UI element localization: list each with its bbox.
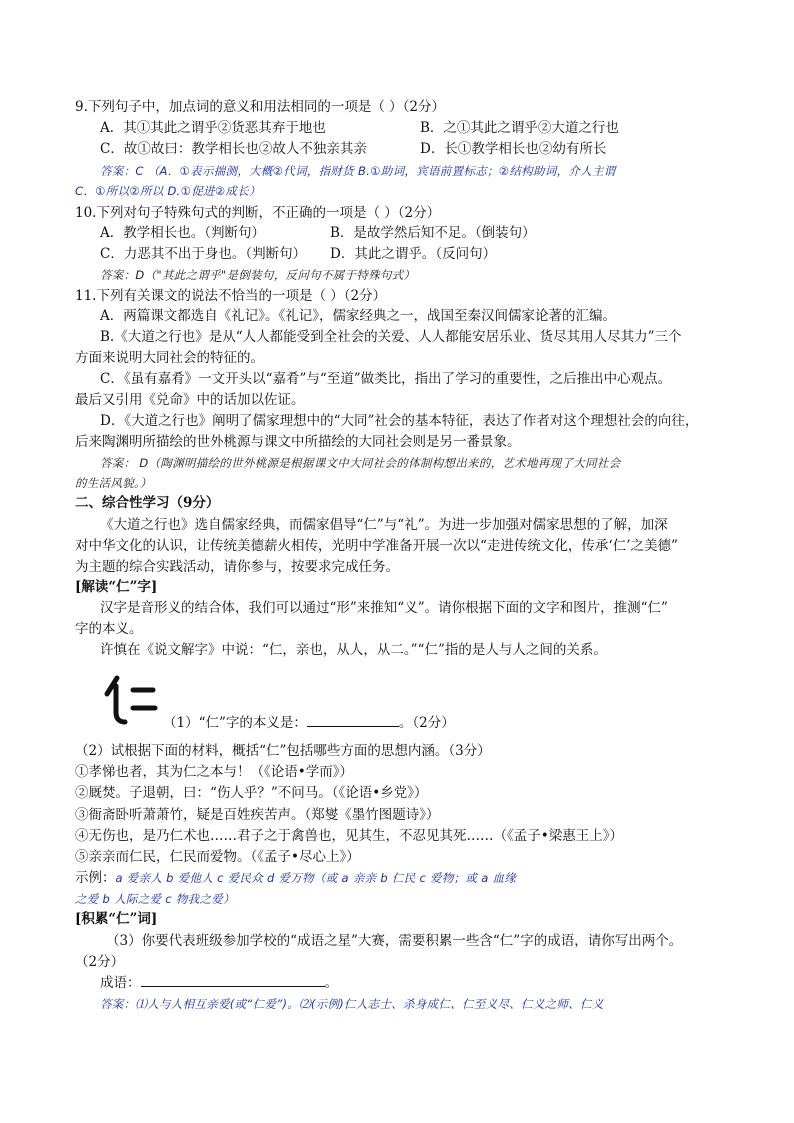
material-1: ①孝悌也者，其为仁之本与！（《论语•学而》） [75, 764, 353, 780]
q9-option-b: B．之①其此之谓乎②大道之行也 [420, 120, 619, 136]
q3-line1: （3）你要代表班级参加学校的“成语之星”大赛，需要积累一些含“仁”字的成语，请你写出两个。 [106, 933, 683, 949]
example-answer-line2: 之爱 b 人际之爱 c 物我之爱） [75, 892, 235, 906]
material-4: ④无伤也，是乃仁术也……君子之于禽兽也，见其生，不忍见其死……（《孟子•梁惠王上》） [75, 828, 623, 844]
q11-stem: 11.下列有关课文的说法不恰当的一项是（ ）（2分） [75, 288, 387, 304]
section-intro-line2: 对中华文化的认识，让传统美德薪火相传，光明中学准备开展一次以“走进传统文化，传承‘仁’之美德” [75, 538, 678, 554]
section-heading: 二、综合性学习（9分） [75, 495, 220, 511]
material-5: ⑤亲亲而仁民，仁民而爱物。（《孟子•尽心上》） [75, 849, 360, 865]
subheading-accumulate: [积累“仁”词] [75, 911, 158, 927]
q11-option-b-line2: 方面来说明大同社会的特征的。 [75, 350, 264, 366]
q11-option-d-line1: D．《大道之行也》阐明了儒家理想中的“大同”社会的基本特征，表达了作者对这个理想社会的向往， [100, 413, 699, 429]
q2-prompt: （2）试根据下面的材料，概括“仁”包括哪些方面的思想内涵。（3分） [75, 743, 491, 759]
q11-option-c-line1: C．《虽有嘉肴》一文开头以“嘉肴”与“至道”做类比，指出了学习的重要性，之后推出中心观点。 [100, 371, 672, 387]
q11-option-b-line1: B.《大道之行也》是从“人人都能受到全社会的关爱、人人都能安居乐业、货尽其用人尽其力”三个 [100, 329, 682, 345]
q11-answer-line1: 答案： D（陶渊明描绘的世外桃源是根据课文中大同社会的体制构想出来的，艺术地再现了大同社会 [100, 456, 621, 470]
q11-option-d-line2: 后来陶渊明所描绘的世外桃源与课文中所描绘的大同社会则是另一番景象。 [75, 434, 521, 450]
q10-stem: 10.下列对句子特殊句式的判断，不正确的一项是（ ）（2分） [75, 205, 441, 221]
ancient-ren-glyph-image [103, 672, 159, 728]
q1-prompt: （1）“仁”字的本义是： [163, 715, 307, 731]
q10-option-a: A．教学相长也。（判断句） [100, 225, 265, 241]
q9-answer-line2: C．①所以②所以 D.①促进②成长） [75, 184, 261, 198]
q11-option-a: A．两篇课文都选自《礼记》。《礼记》，儒家经典之一，战国至秦汉间儒家论著的汇编。 [100, 308, 616, 324]
q9-option-d: D．长①教学相长也②幼有所长 [420, 141, 607, 157]
material-2: ②厩焚。子退朝，曰：“伤人乎？”不问马。（《论语•乡党》） [75, 785, 428, 801]
material-3: ③衙斋卧听萧萧竹，疑是百姓疾苦声。（郑燮《墨竹图题诗》） [75, 807, 440, 823]
subheading-interpret: [解读“仁”字] [75, 579, 158, 595]
q9-answer-line1: 答案：C （A．①表示揣测，大概②代词，指财货 B.①助词，宾语前置标志；②结构助词，介人主谓 [100, 164, 616, 178]
example-line1 [75, 869, 516, 887]
para2: 许慎在《说文解字》中说：“仁，亲也，从人，从二。”“仁”指的是人与人之间的关系。 [100, 642, 607, 658]
q1-answer-blank[interactable] [307, 714, 399, 727]
section-intro-line3: 为主题的综合实践活动，请你参与，按要求完成任务。 [75, 559, 399, 575]
q10-answer: 答案：D（"其此之谓乎"是倒装句，反问句不属于特殊句式） [100, 268, 416, 282]
q11-option-c-line2: 最后又引用《兑命》中的话加以佐证。 [75, 392, 305, 408]
example-label: 示例： [75, 870, 116, 886]
idiom-line [100, 974, 338, 992]
final-answer: 答案：⑴人与人相互亲爱(或“仁爱”)。⑵(示例)仁人志士、杀身成仁、仁至义尽、仁义之师、仁义 [100, 997, 604, 1011]
q1-score: 。（2分） [398, 715, 455, 731]
q3-line2: （2分） [75, 954, 125, 970]
example-answer-line1: a 爱亲人 b 爱他人 c 爱民众 d 爱万物（或 a 亲亲 b 仁民 c 爱物；或 a 血缘 [115, 871, 517, 885]
q9-option-c: C．故①故曰：教学相长也②故人不独亲其亲 [100, 141, 367, 157]
idiom-label: 成语： [100, 975, 141, 991]
q10-option-b: B．是故学然后知不足。（倒装句） [330, 225, 536, 241]
q1-line [163, 714, 455, 732]
section-intro-line1: 《大道之行也》选自儒家经典，而儒家倡导“仁”与“礼”。为进一步加强对儒家思想的了解，加深 [100, 517, 668, 533]
q11-answer-line2: 的生活风貌。） [75, 476, 152, 490]
para1-line1: 汉字是音形义的结合体，我们可以通过“形”来推知“义”。请你根据下面的文字和图片，推测“仁” [100, 600, 668, 616]
idiom-answer-blank[interactable] [141, 974, 325, 987]
para1-line2: 字的本义。 [75, 621, 143, 637]
q9-option-a: A．其①其此之谓乎②货恶其弃于地也 [100, 120, 326, 136]
q10-option-c: C．力恶其不出于身也。（判断句） [100, 246, 307, 262]
q10-option-d: D．其此之谓乎。（反问句） [330, 246, 497, 262]
idiom-end: 。 [324, 975, 338, 991]
q9-stem: 9.下列句子中，加点词的意义和用法相同的一项是（ ）（2分） [75, 99, 446, 115]
